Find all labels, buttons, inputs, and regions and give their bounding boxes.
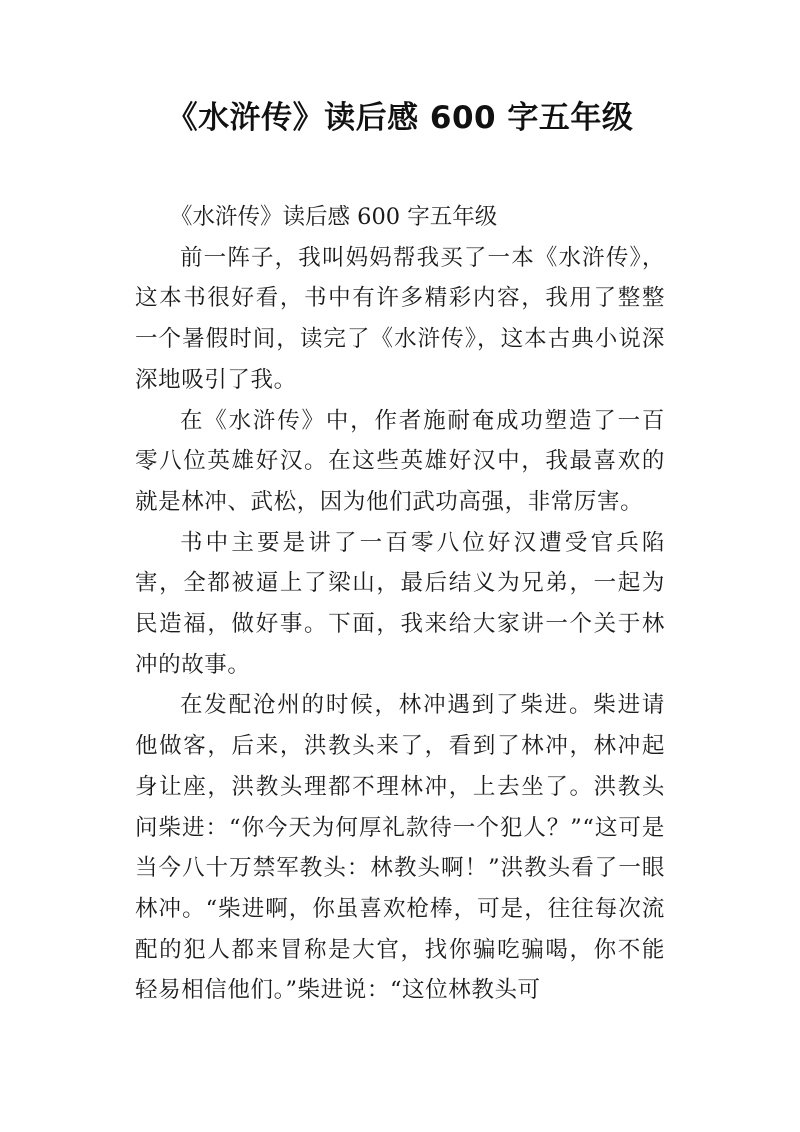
paragraph: 在发配沧州的时候，林冲遇到了柴进。柴进请他做客，后来，洪教头来了，看到了林冲，林冲起身让座，洪教头理都不理林冲，上去坐了。洪教头问柴进：“你今天为何厚礼款待一个犯人？”“这可是当今八十万禁军教头：林教头啊！”洪教头看了一眼林冲。“柴进啊，你虽喜欢枪棒，可是，往往每次流配的犯人都来冒称是大官，找你骗吃骗喝，你不能轻易相信他们。”柴进说：“这位林教头可 [135, 692, 665, 1004]
document-title: 《水浒传》读后感 600 字五年级 [166, 100, 634, 136]
document-subtitle: 《水浒传》读后感 600 字五年级 [170, 204, 498, 230]
paragraph: 在《水浒传》中，作者施耐奄成功塑造了一百零八位英雄好汉。在这些英雄好汉中，我最喜欢的就是林冲、武松，因为他们武功高强，非常厉害。 [135, 407, 665, 515]
paragraph: 书中主要是讲了一百零八位好汉遭受官兵陷害，全都被逼上了梁山，最后结义为兄弟，一起为民造福，做好事。下面，我来给大家讲一个关于林冲的故事。 [135, 529, 665, 678]
document-body [135, 197, 665, 1011]
paragraph: 前一阵子，我叫妈妈帮我买了一本《水浒传》，这本书很好看，书中有许多精彩内容，我用了整整一个暑假时间，读完了《水浒传》，这本古典小说深深地吸引了我。 [135, 244, 665, 393]
